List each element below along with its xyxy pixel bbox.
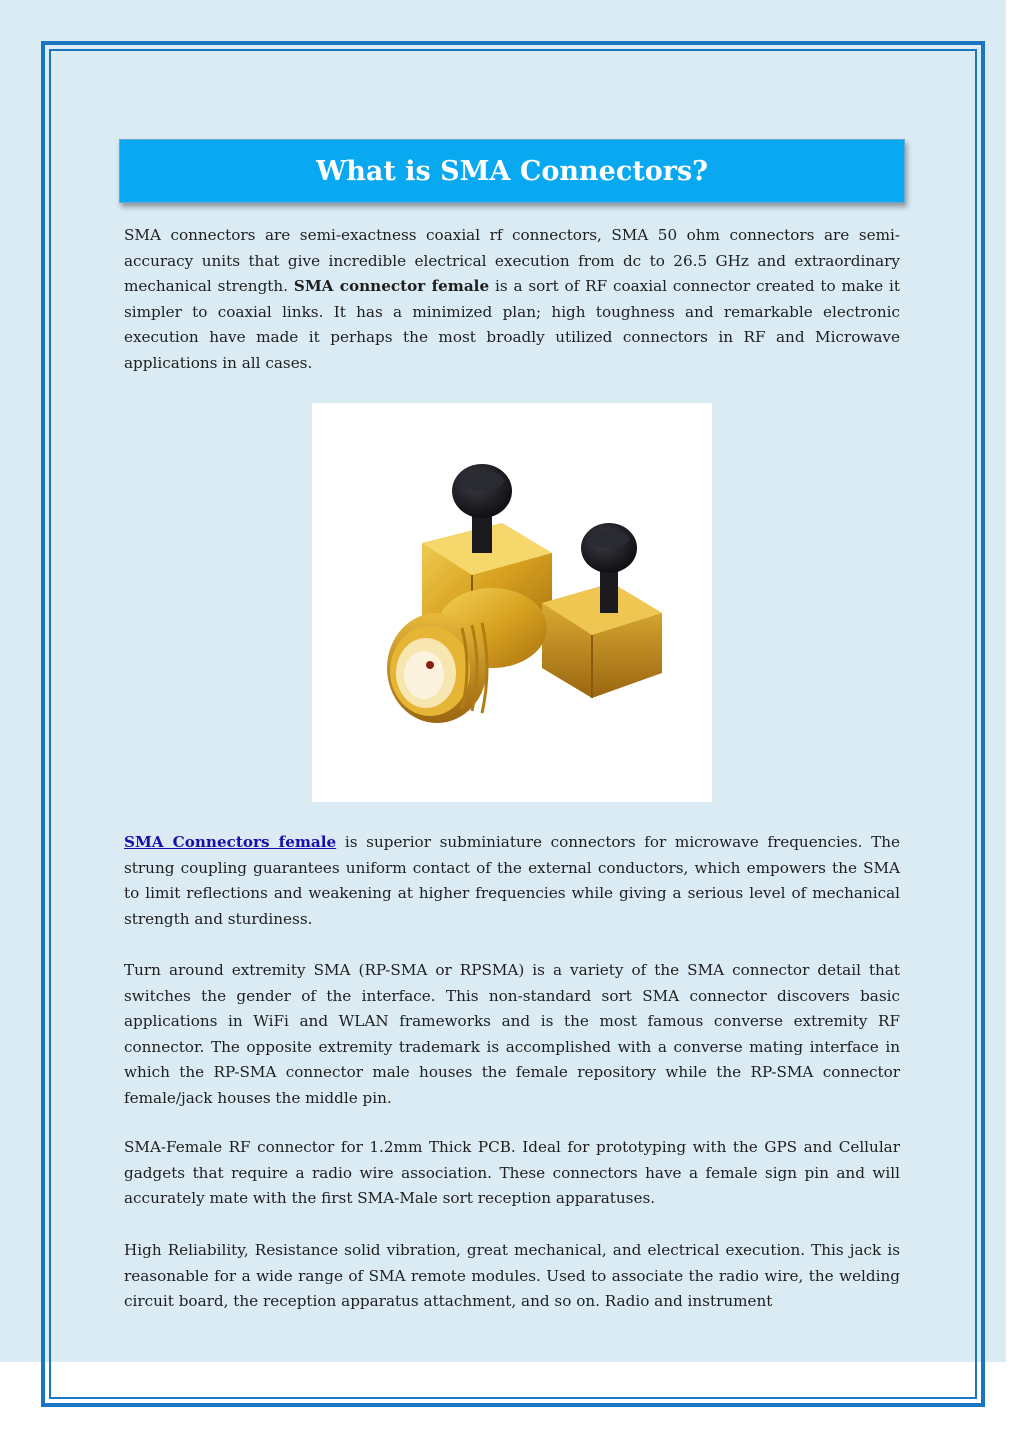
sma-connector-photo (312, 403, 712, 802)
sma-connectors-female-link[interactable]: SMA Connectors female (124, 833, 337, 851)
pcb-connector-paragraph: SMA-Female RF connector for 1.2mm Thick PCB. Ideal for prototyping with the GPS and Cellular gadgets that require a radio wire association. These connectors have a female sign pin and will accurately mate with the first SMA-Male sort reception apparatuses. (124, 1138, 900, 1207)
sma-female-paragraph (124, 830, 900, 932)
intro-text-end: is a sort of RF coaxial connector created to make it simpler to coaxial links. It has a minimized plan; high toughness and remarkable electronic execution have made it perhaps the most broadly utilized connectors in RF and Microwave applications in all cases. (124, 277, 900, 372)
sma-female-text: is superior subminiature connectors for microwave frequencies. The strung coupling guarantees uniform contact of the external conductors, which empowers the SMA to limit reflections and weakening at higher frequencies while giving a serious level of mechanical strength and sturdiness. (124, 833, 900, 928)
title-banner (119, 139, 905, 203)
bold-term: SMA connector female (293, 277, 490, 295)
page-title: What is SMA Connectors? (315, 155, 708, 187)
intro-paragraph (124, 223, 900, 376)
reliability-paragraph: High Reliability, Resistance solid vibration, great mechanical, and electrical execution. This jack is reasonable for a wide range of SMA remote modules. Used to associate the radio wire, the welding circuit board, the reception apparatus attachment, and so on. Radio and instrument (124, 1241, 900, 1310)
intro-text-start: SMA connectors are semi-exactness coaxial rf connectors, SMA 50 ohm connectors are semi-accuracy units that give incredible electrical execution from dc to 26.5 GHz and extraordinary mechanical strength. (124, 226, 900, 295)
rp-sma-paragraph: Turn around extremity SMA (RP-SMA or RPSMA) is a variety of the SMA connector detail that switches the gender of the interface. This non-standard sort SMA connector discovers basic applications in WiFi and WLAN frameworks and is the most famous converse extremity RF connector. The opposite extremity trademark is accomplished with a converse mating interface in which the RP-SMA connector male houses the female repository while the RP-SMA connector female/jack houses the middle pin. (124, 961, 900, 1107)
